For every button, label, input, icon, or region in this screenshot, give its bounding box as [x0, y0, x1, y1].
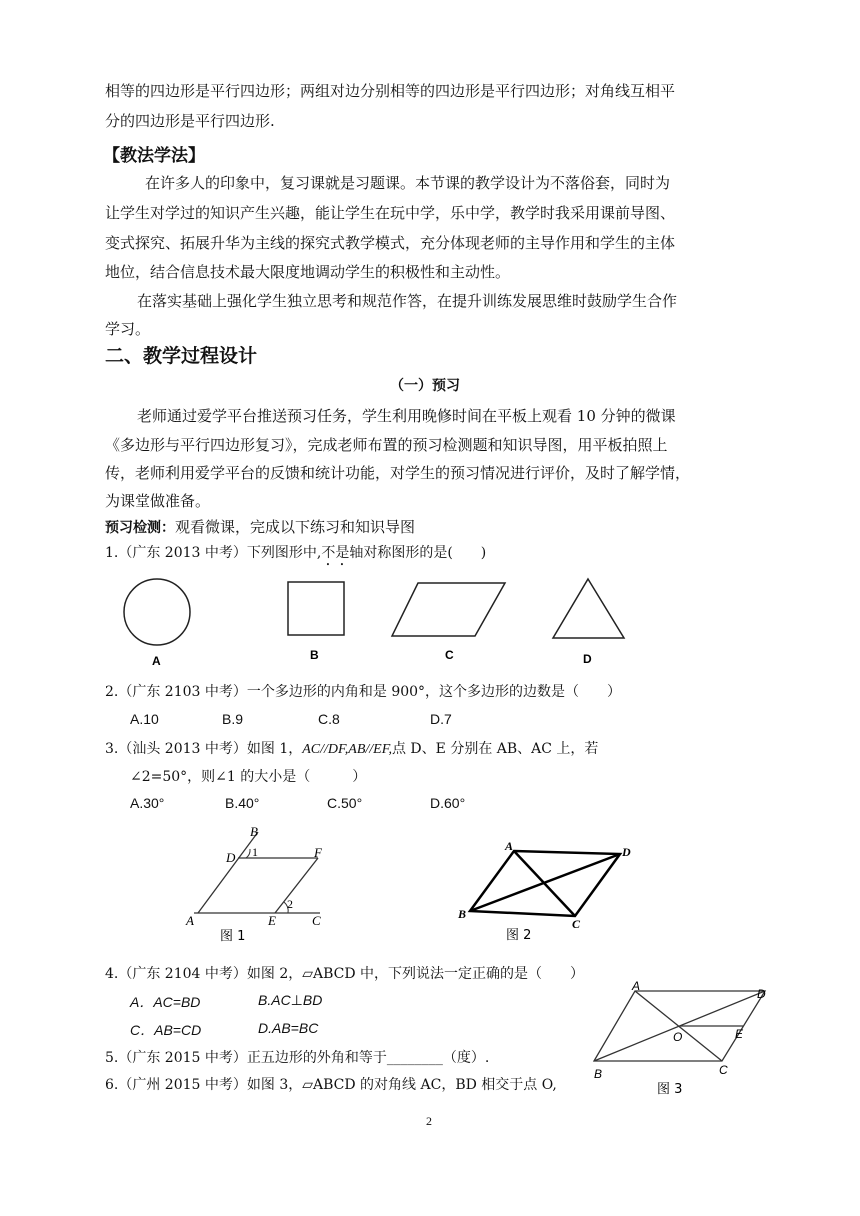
q3-math: AC//DF,AB//EF,: [302, 742, 392, 757]
q2-option-b: B.9: [222, 711, 244, 727]
figure-2: [450, 836, 650, 946]
question-1-text-b: 轴对称图形的是( ): [349, 545, 487, 561]
q3-text-b: 点 D、E 分别在 AB、AC 上，若: [391, 741, 599, 757]
fig3-point-a: A: [632, 979, 641, 993]
q2-option-d: D.7: [430, 711, 452, 727]
q2-option-c: C.8: [318, 711, 340, 727]
methods-p1-line2: 让学生对学过的知识产生兴趣，能让学生在玩中学，乐中学，教学时我采用课前导图、: [105, 204, 676, 222]
question-1: [105, 542, 486, 569]
preview-check-label: 预习检测：: [105, 520, 175, 536]
fig3-point-d: D: [757, 987, 766, 1001]
intro-line-1: 相等的四边形是平行四边形；两组对边分别相等的四边形是平行四边形；对角线互相平: [105, 82, 676, 100]
q3-option-d: D.60°: [430, 795, 466, 811]
question-2: 2.（广东 2103 中考）一个多边形的内角和是 900°，这个多边形的边数是（ ）: [105, 684, 622, 700]
methods-heading: 【教法学法】: [103, 146, 205, 166]
shape-label-a: A: [152, 654, 161, 668]
fig3-point-c: C: [719, 1063, 728, 1077]
q3-text-a: 3.（汕头 2013 中考）如图 1，: [105, 741, 303, 757]
q4-option-b: B.AC⊥BD: [258, 992, 323, 1008]
question-6: 6.（广州 2015 中考）如图 3，▱ABCD 的对角线 AC，BD 相交于点 O,: [105, 1077, 557, 1093]
preview-p-line2: 《多边形与平行四边形复习》，完成老师布置的预习检测题和知识导图，用平板拍照上: [105, 436, 668, 454]
methods-p1-line3: 变式探究、拓展升华为主线的探究式教学模式，充分体现老师的主导作用和学生的主体: [105, 234, 676, 252]
q3-option-a: A.30°: [130, 795, 165, 811]
q4-option-d: D.AB=BC: [258, 1020, 319, 1036]
section-heading: 二、教学过程设计: [105, 345, 258, 367]
fig1-point-e: E: [268, 913, 276, 928]
figure-3: [585, 978, 805, 1098]
methods-p2-line2: 学习。: [105, 320, 151, 338]
question-3-line1: [105, 738, 598, 761]
fig1-point-d: D: [226, 850, 236, 865]
figure-3-caption: 图 3: [657, 1082, 683, 1097]
fig1-point-a: A: [186, 913, 194, 928]
q3-option-b: B.40°: [225, 795, 260, 811]
page-number: 2: [426, 1114, 432, 1128]
subsection-heading: （一）预习: [390, 378, 460, 394]
fig3-point-e: E: [735, 1027, 744, 1041]
q4-option-c: C．AB=CD: [130, 1022, 202, 1038]
shape-circle: [124, 579, 190, 645]
fig1-point-f: F: [314, 845, 322, 860]
fig1-point-b: B: [250, 824, 258, 839]
methods-p2-line1: 在落实基础上强化学生独立思考和规范作答，在提升训练发展思维时鼓励学生合作: [137, 292, 678, 310]
preview-p-line3: 传，老师利用爱学平台的反馈和统计功能，对学生的预习情况进行评价，及时了解学情，: [105, 464, 691, 482]
shape-label-b: B: [310, 648, 319, 662]
question-1-emphasis: 不是: [321, 545, 350, 561]
fig2-point-d: D: [622, 845, 631, 859]
question-1-shapes: [110, 575, 670, 675]
question-3-line2: ∠2=50°，则∠1 的大小是（ ）: [130, 769, 367, 785]
preview-p-line1: 老师通过爱学平台推送预习任务，学生利用晚修时间在平板上观看 10 分钟的微课: [137, 407, 676, 425]
fig1-angle-1: 1: [252, 845, 258, 859]
q2-option-a: A.10: [130, 711, 159, 727]
question-1-text-a: 1.（广东 2013 中考）下列图形中,: [105, 545, 322, 561]
methods-p1-line4: 地位，结合信息技术最大限度地调动学生的积极性和主动性。: [105, 263, 511, 281]
methods-p1-line1: 在许多人的印象中，复习课就是习题课。本节课的教学设计为不落俗套，同时为: [145, 174, 671, 192]
fig3-point-o: O: [673, 1030, 683, 1044]
question-5: 5.（广东 2015 中考）正五边形的外角和等于________（度）.: [105, 1050, 490, 1066]
fig2-point-a: A: [505, 839, 514, 853]
fig1-angle-2: 2: [287, 897, 293, 911]
fig3-point-b: B: [594, 1067, 603, 1081]
q4-option-a: A．AC=BD: [130, 994, 201, 1010]
preview-p-line4: 为课堂做准备。: [105, 492, 211, 510]
preview-check: [105, 516, 415, 539]
q3-option-c: C.50°: [327, 795, 363, 811]
figure-1: [180, 822, 340, 942]
figure-2-caption: 图 2: [506, 928, 532, 943]
shape-label-c: C: [445, 648, 454, 662]
intro-line-2: 分的四边形是平行四边形.: [105, 112, 275, 130]
figure-1-caption: 图 1: [220, 929, 246, 942]
shape-square: [288, 582, 344, 635]
question-4: 4.（广东 2104 中考）如图 2，▱ABCD 中，下列说法一定正确的是（ ）: [105, 966, 585, 982]
shape-label-d: D: [583, 652, 592, 666]
fig1-point-c: C: [312, 913, 321, 928]
shape-parallelogram: [392, 583, 505, 636]
fig2-point-b: B: [458, 907, 467, 921]
shape-triangle: [553, 579, 624, 638]
preview-check-text: 观看微课，完成以下练习和知识导图: [175, 518, 416, 536]
fig2-point-c: C: [572, 917, 581, 931]
